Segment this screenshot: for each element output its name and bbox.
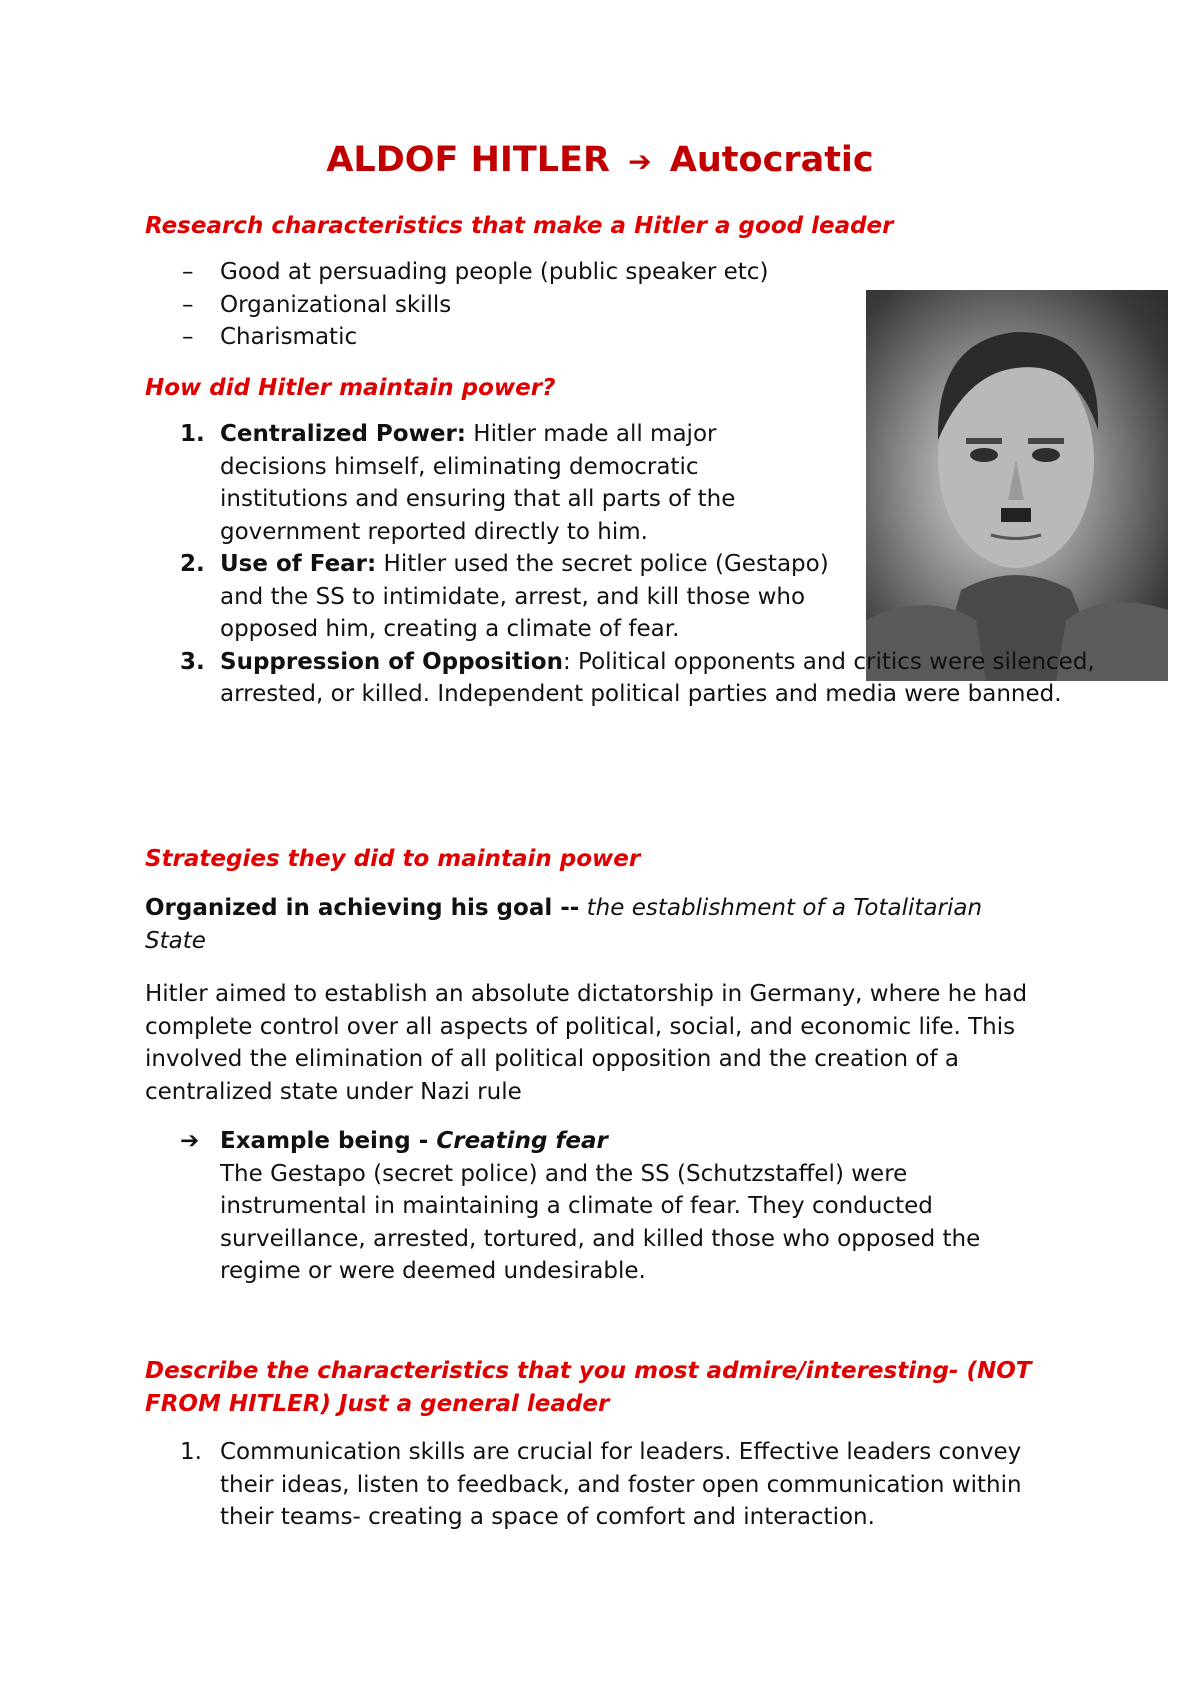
section-heading-good-leader: Research characteristics that make a Hitler a good leader [145, 213, 894, 239]
list-item-use-of-fear: 2. Use of Fear: Hitler used the secret police (Gestapo) and the SS to intimidate, arrest, and kill those who opposed him, creating a climate of fear. [180, 551, 829, 642]
list-item-communication: 1. Communication skills are crucial for leaders. Effective leaders convey their ideas, listen to feedback, and foster open communication within their teams- creating a space of comfort and interaction. [180, 1439, 1022, 1530]
list-item-suppression: 3. Suppression of Opposition: Political opponents and critics were silenced, arrested, or killed. Independent political parties and media were banned. [180, 648, 1095, 707]
section-heading-admire: Describe the characteristics that you most admire/interesting- (NOT FROM HITLER) Just a general leader [145, 1358, 1032, 1417]
term: Use of Fear: [220, 551, 377, 577]
dictatorship-paragraph: Hitler aimed to establish an absolute dictatorship in Germany, where he had complete control over all aspects of political, social, and economic life. This involved the elimination of all political opposition and the creation of a centralized state under Nazi rule [145, 981, 1028, 1105]
term: Suppression of Opposition [220, 648, 563, 675]
page-title [0, 140, 1200, 180]
section-heading-maintain-power: How did Hitler maintain power? [145, 375, 556, 401]
goal-statement: Organized in achieving his goal -- the establishment of a Totalitarian State [145, 895, 983, 954]
portrait-image [866, 290, 1168, 681]
maintain-power-list [180, 418, 1095, 711]
list-item-centralized-power: 1. Centralized Power: Hitler made all major decisions himself, eliminating democratic institutions and ensuring that all parts of the government reported directly to him. [180, 421, 736, 545]
list-item: – Good at persuading people (public speaker etc) [182, 256, 768, 289]
list-item: – Charismatic [182, 321, 768, 354]
leader-traits-list [182, 256, 768, 354]
term: Centralized Power: [220, 421, 466, 447]
example-heading: ➔ Example being - Creating fear [180, 1125, 1060, 1158]
hitler-portrait-photo [866, 290, 1168, 681]
arrow-right-icon: ➔ [180, 1128, 200, 1154]
admire-list [180, 1436, 1070, 1534]
example-block [180, 1125, 1060, 1288]
example-text: The Gestapo (secret police) and the SS (Schutzstaffel) were instrumental in maintaining a climate of fear. They conducted surveillance, arrested, tortured, and killed those who opposed the regime or were deemed undesirable. [220, 1160, 981, 1284]
arrow-right-icon: ➔ [628, 145, 652, 178]
section-heading-strategies: Strategies they did to maintain power [145, 846, 641, 872]
list-item: – Organizational skills [182, 289, 768, 322]
title-name: ALDOF HITLER [326, 140, 610, 180]
title-type: Autocratic [669, 140, 874, 180]
